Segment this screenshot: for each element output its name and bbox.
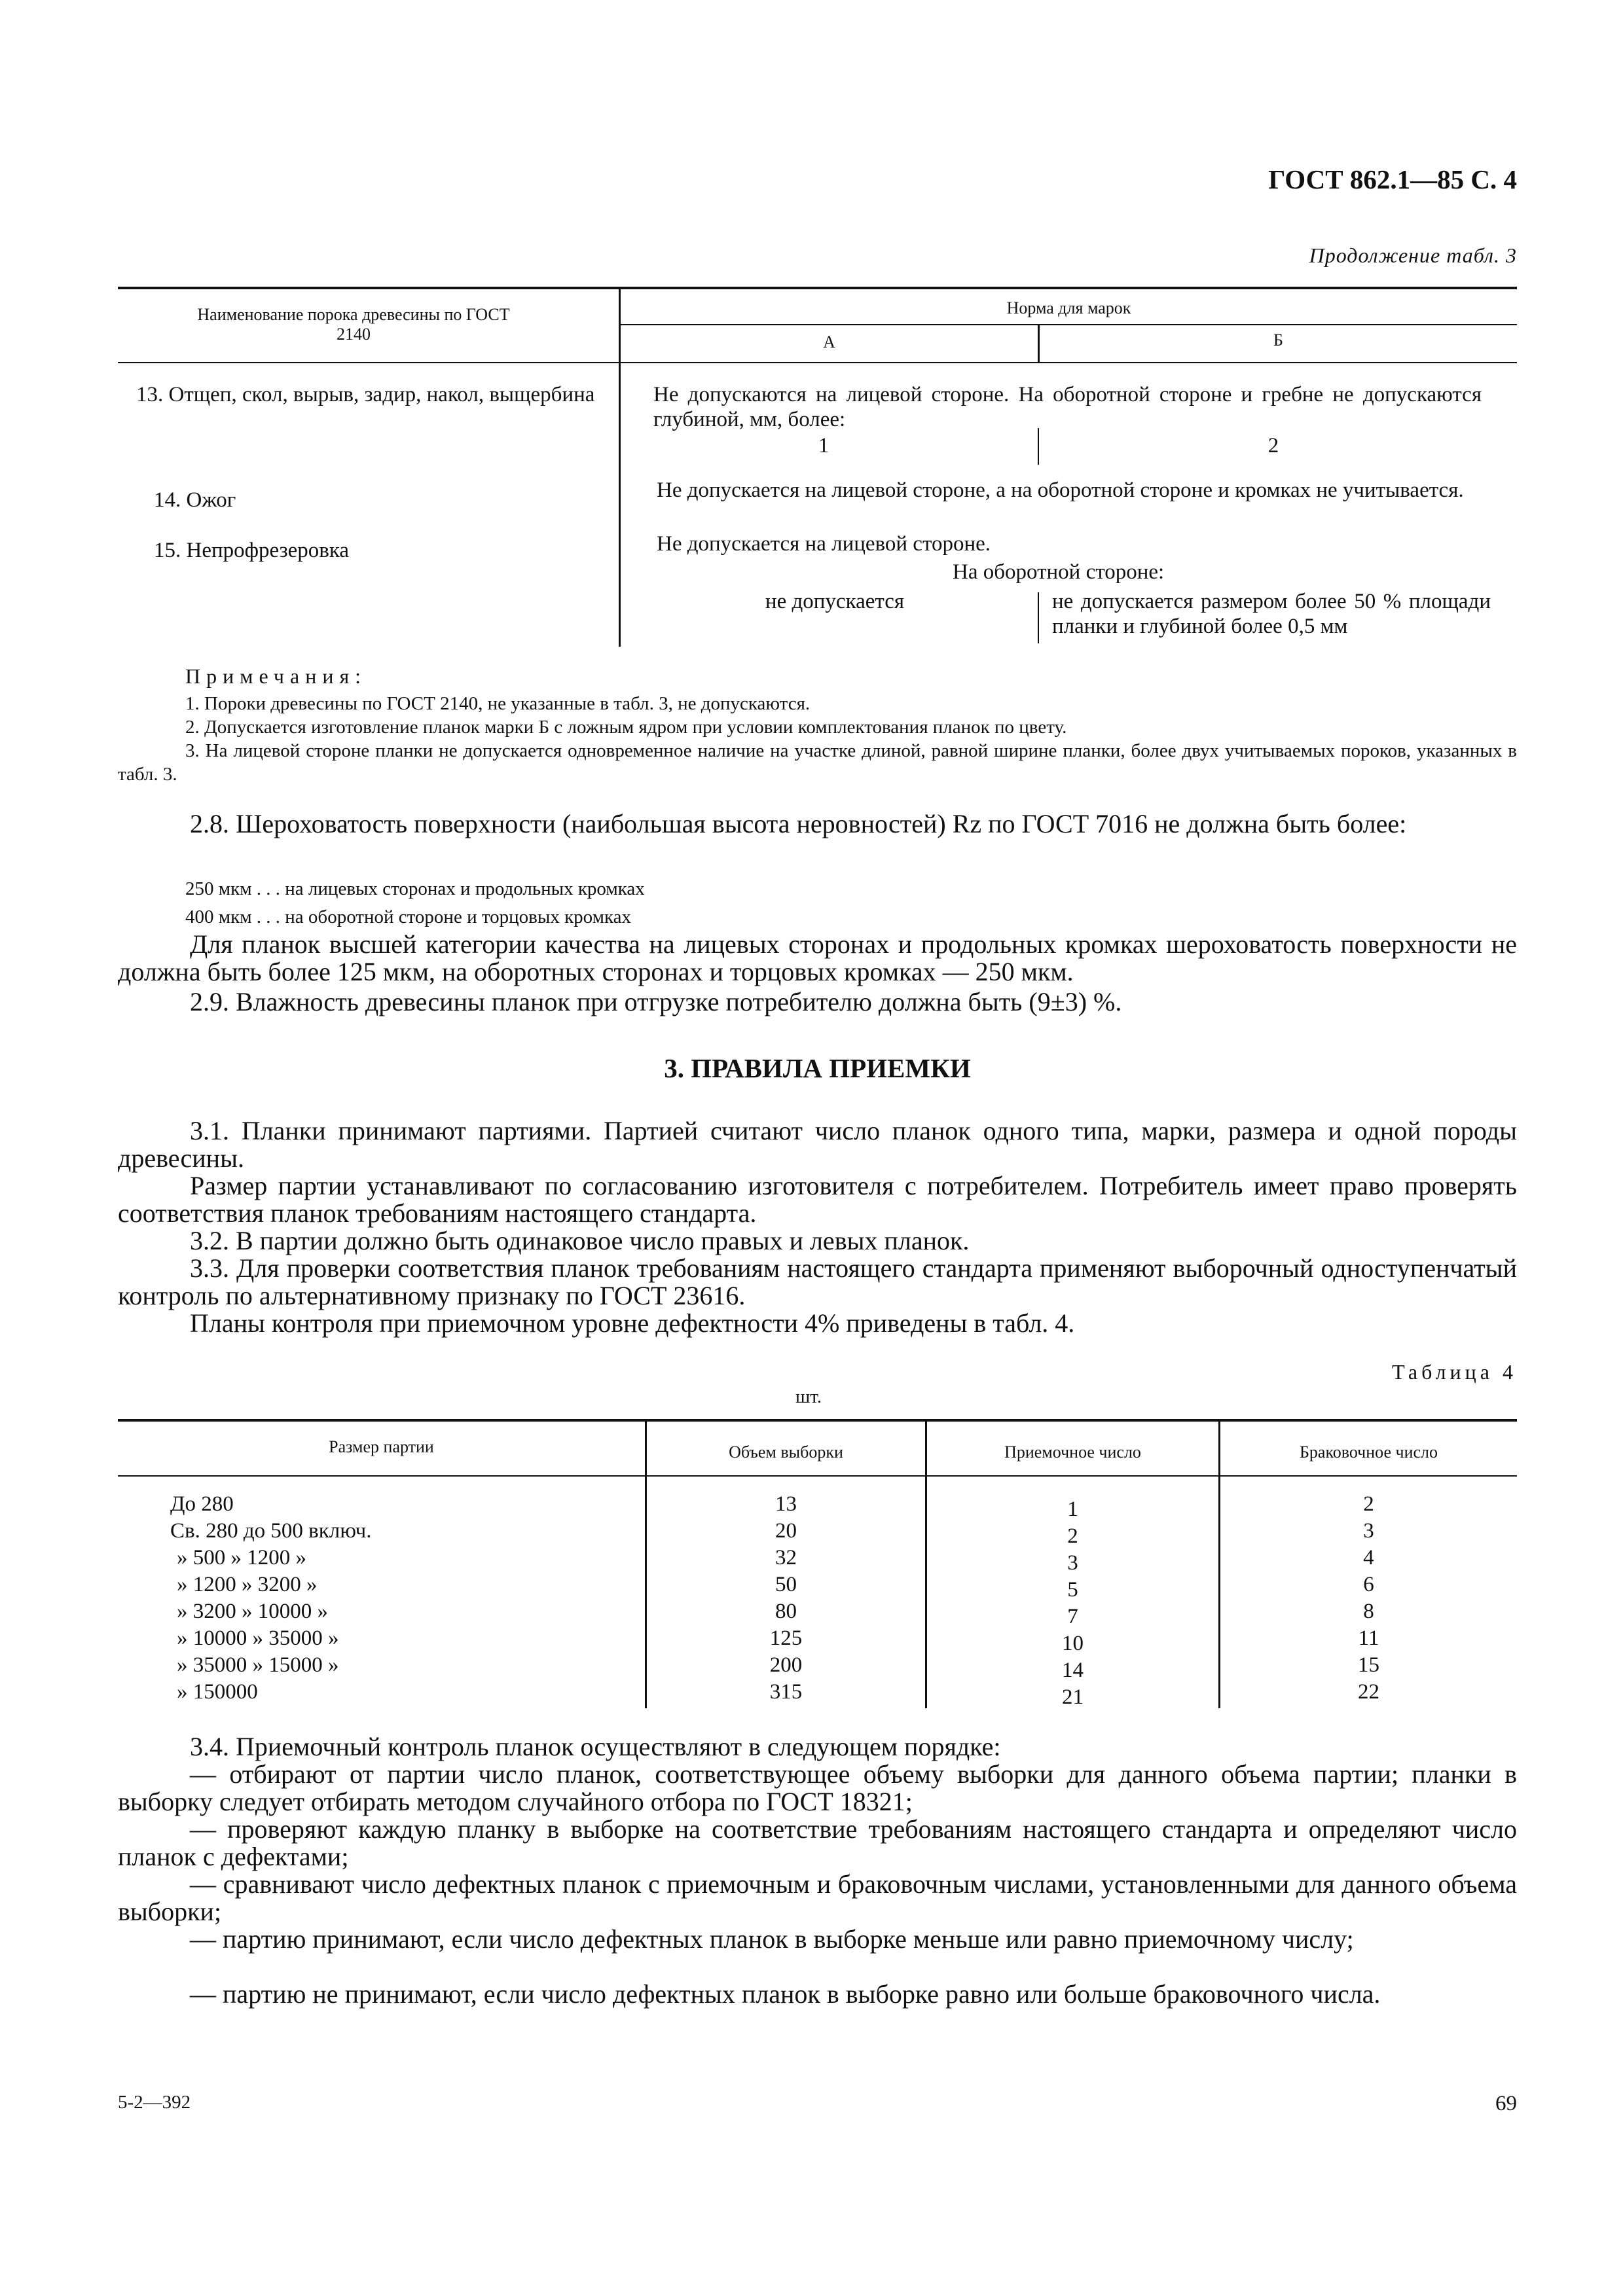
- table4-col-batch: [170, 1491, 371, 1706]
- table4-unit: шт.: [795, 1386, 822, 1407]
- table4-header-batch: Размер партии: [329, 1437, 434, 1456]
- paragraph-3-1-batch-size: Размер партии устанавливают по согласованию изготовителя с потребителем. Потребитель имеет право проверять соответствия планок требованиям настоящего стандарта.: [118, 1171, 1517, 1228]
- note-3: 3. На лицевой стороне планки не допускается одновременное наличие на участке длиной, равной ширине планки, более двух учитываемых пороков, указанных в табл. 3.: [118, 740, 1517, 785]
- page-number: 69: [1495, 2092, 1517, 2115]
- table4-cell: 200: [769, 1653, 803, 1677]
- table4-cell: » 1200 » 3200 »: [177, 1573, 318, 1596]
- table4-header-accept: Приемочное число: [1004, 1443, 1141, 1462]
- table4-cell: 11: [1358, 1626, 1379, 1650]
- table3-continuation: Продолжение табл. 3: [1309, 243, 1517, 267]
- table3-norm-header: Норма для марок: [1006, 298, 1131, 317]
- table3-row-14-name: 14. Ожог: [154, 488, 236, 512]
- table3-row-15-a: не допускается: [765, 590, 905, 613]
- paragraph-3-4-item-5: — партию не принимают, если число дефектных планок в выборке равно или больше браковочного числа.: [190, 1979, 1381, 2009]
- table3-row-13-name: 13. Отщеп, скол, вырыв, задир, накол, выщербина: [136, 383, 595, 406]
- table3-row-14-text: Не допускается на лицевой стороне, а на оборотной стороне и кромках не учитывается.: [657, 478, 1464, 502]
- paragraph-2-8: 2.8. Шероховатость поверхности (наибольшая высота неровностей) Rz по ГОСТ 7016 не должна быть более:: [190, 809, 1407, 838]
- table4-cell: » 3200 » 10000 »: [177, 1600, 328, 1623]
- table4-cell: Св. 280 до 500 включ.: [170, 1519, 372, 1543]
- paragraph-3-4-item-2: — проверяют каждую планку в выборке на соответствие требованиям настоящего стандарта и определяют число планок с дефектами;: [118, 1814, 1517, 1871]
- table4-cell: 13: [775, 1492, 797, 1516]
- roughness-line-2: 400 мкм . . . на оборотной стороне и торцовых кромках: [185, 906, 631, 927]
- table4-header-sample: Объем выборки: [729, 1443, 843, 1462]
- table3-col-a-header: А: [823, 332, 835, 351]
- table4-cell: 2: [1363, 1492, 1374, 1516]
- table4-cell: » 150000: [177, 1680, 258, 1704]
- table4-cell: 3: [1067, 1551, 1078, 1575]
- page-header: ГОСТ 862.1—85 С. 4: [1268, 164, 1517, 194]
- table4-cell: 7: [1067, 1605, 1078, 1628]
- table4-cell: 32: [775, 1546, 797, 1570]
- table3-row-15-text2: На оборотной стороне:: [953, 560, 1165, 584]
- table4-cell: 5: [1067, 1578, 1078, 1602]
- table3-row-13-text: Не допускаются на лицевой стороне. На оборотной стороне и гребне не допускаются глубиной, мм, более:: [653, 383, 1482, 431]
- table3-col-defect-header: Наименование порока древесины по ГОСТ 2140: [197, 305, 510, 344]
- table4-cell: 20: [775, 1519, 797, 1543]
- table4-cell: 15: [1358, 1653, 1379, 1677]
- paragraph-3-4-item-3: — сравнивают число дефектных планок с приемочным и браковочным числами, установленными для данного объема выборки;: [118, 1869, 1517, 1926]
- table3-row-15-text1: Не допускается на лицевой стороне.: [657, 532, 991, 556]
- table4-cell: 8: [1363, 1600, 1374, 1623]
- table4-cell: 2: [1067, 1524, 1078, 1548]
- table4-cell: 6: [1363, 1573, 1374, 1596]
- paragraph-3-4-item-4: — партию принимают, если число дефектных планок в выборке меньше или равно приемочному числу;: [190, 1924, 1354, 1954]
- notes-title: Примечания:: [185, 664, 367, 688]
- table4-cell: 80: [775, 1600, 797, 1623]
- table4-cell: 50: [775, 1573, 797, 1596]
- paragraph-2-8-high-quality: Для планок высшей категории качества на лицевых сторонах и продольных кромках шероховатость поверхности не должна быть более 125 мкм, на оборотных сторонах и торцовых кромках — 250 мкм.: [118, 929, 1517, 986]
- footer-code: 5-2—392: [118, 2092, 191, 2113]
- table4-cell: » 10000 » 35000 »: [177, 1626, 339, 1650]
- table4-col-accept: [927, 1496, 1218, 1711]
- table3-row-13-b: 2: [1267, 434, 1279, 457]
- paragraph-3-3: 3.3. Для проверки соответствия планок требованиям настоящего стандарта применяют выборочный одноступенчатый контроль по альтернативному признаку по ГОСТ 23616.: [118, 1253, 1517, 1310]
- table4-cell: 125: [769, 1626, 803, 1650]
- paragraph-3-4-item-1: — отбирают от партии число планок, соответствующее объему выборки для данного объема партии; планки в выборку следует отбирать методом случайного отбора по ГОСТ 18321;: [118, 1759, 1517, 1816]
- table4-cell: 1: [1067, 1498, 1078, 1521]
- paragraph-3-1: 3.1. Планки принимают партиями. Партией считают число планок одного типа, марки, размера и одной породы древесины.: [118, 1116, 1517, 1173]
- paragraph-3-4: 3.4. Приемочный контроль планок осуществляют в следующем порядке:: [190, 1732, 1001, 1761]
- roughness-line-1: 250 мкм . . . на лицевых сторонах и продольных кромках: [185, 878, 645, 899]
- table4-cell: 22: [1358, 1680, 1379, 1704]
- table4-col-sample: [647, 1491, 925, 1706]
- table3-row-15-b: не допускается размером более 50 % площади планки и глубиной более 0,5 мм: [1052, 590, 1491, 638]
- table3-col-b-header: Б: [1273, 331, 1283, 350]
- table4-label: Таблица 4: [1392, 1360, 1517, 1384]
- paragraph-3-2: 3.2. В партии должно быть одинаковое число правых и левых планок.: [190, 1226, 970, 1255]
- table4-cell: » 500 » 1200 »: [177, 1546, 306, 1570]
- note-1: 1. Пороки древесины по ГОСТ 2140, не указанные в табл. 3, не допускаются.: [185, 693, 811, 714]
- note-2: 2. Допускается изготовление планок марки Б с ложным ядром при условии комплектования планок по цвету.: [185, 717, 1067, 738]
- paragraph-2-9: 2.9. Влажность древесины планок при отгрузке потребителю должна быть (9±3) %.: [190, 987, 1122, 1016]
- section-3-title: 3. ПРАВИЛА ПРИЕМКИ: [664, 1053, 971, 1083]
- table4-cell: До 280: [170, 1492, 234, 1516]
- table4-cell: 3: [1363, 1519, 1374, 1543]
- paragraph-3-3-plans: Планы контроля при приемочном уровне дефектности 4% приведены в табл. 4.: [190, 1308, 1075, 1338]
- table4-cell: 14: [1062, 1659, 1084, 1682]
- table3-row-15-name: 15. Непрофрезеровка: [154, 539, 350, 562]
- table3-row-13-a: 1: [818, 434, 830, 457]
- table4-cell: 315: [769, 1680, 803, 1704]
- table4-cell: 21: [1062, 1685, 1084, 1709]
- table4-col-reject: [1220, 1491, 1517, 1706]
- table4-cell: » 35000 » 15000 »: [177, 1653, 339, 1677]
- table4-cell: 4: [1363, 1546, 1374, 1570]
- table4-cell: 10: [1062, 1632, 1084, 1655]
- table4-header-reject: Браковочное число: [1299, 1443, 1438, 1462]
